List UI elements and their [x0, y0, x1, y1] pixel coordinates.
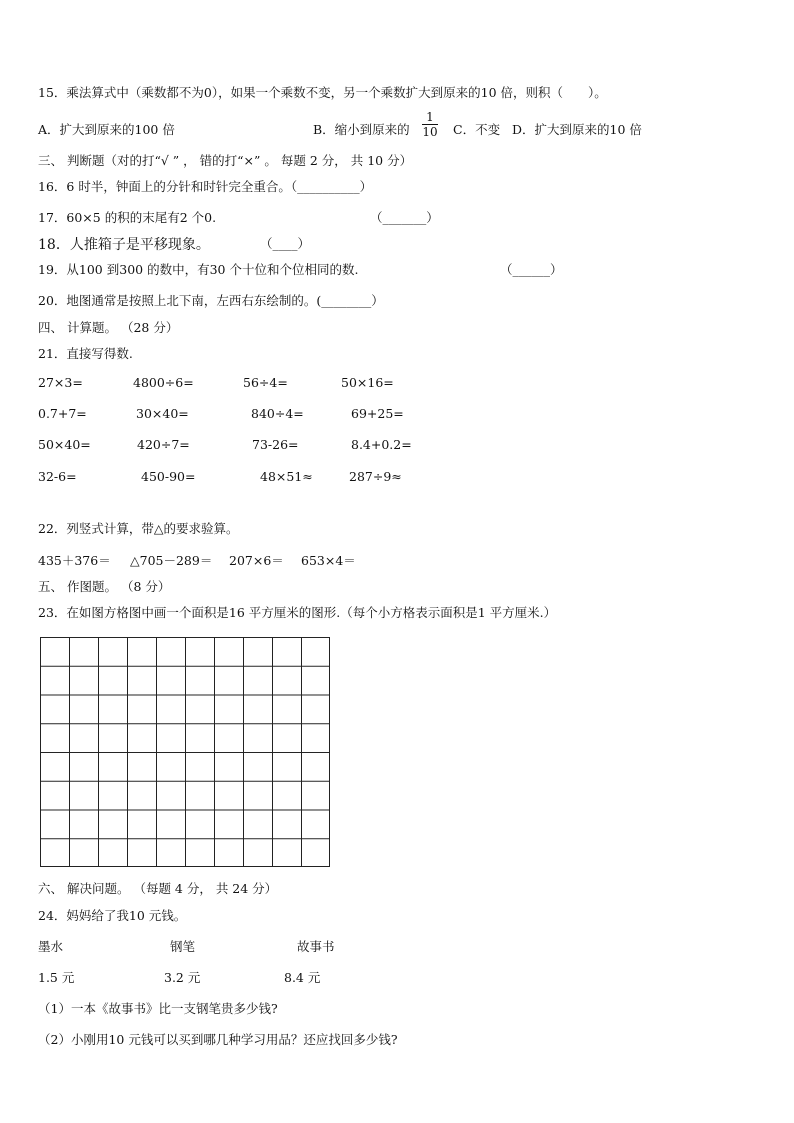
q16: 16．6 时半，钟面上的分针和时针完全重合。（__________）: [38, 179, 373, 194]
q17-text: 17．60×5 的积的末尾有2 个0.: [38, 210, 217, 225]
q22-item: 207×6＝: [229, 553, 284, 568]
calc-item: 0.7+7=: [38, 406, 87, 421]
calc-item: 27×3=: [38, 375, 83, 390]
q21-title: 21．直接写得数.: [38, 346, 133, 361]
section-6-heading: 六、 解决问题。 （每题 4 分， 共 24 分）: [38, 881, 278, 896]
q15-option-b: B．缩小到原来的: [313, 122, 410, 137]
section-3-heading: 三、 判断题（对的打“√ ” ， 错的打“×” 。 每题 2 分， 共 10 分）: [38, 153, 413, 168]
calc-item: 287÷9≈: [349, 469, 402, 484]
q15-option-c: C．不变: [453, 122, 501, 137]
item-name: 墨水: [38, 939, 64, 954]
q24-sub-2: （2）小刚用10 元钱可以买到哪几种学习用品？还应找回多少钱?: [38, 1032, 398, 1047]
calc-item: 50×40=: [38, 437, 91, 452]
calc-item: 4800÷6=: [133, 375, 194, 390]
calc-item: 48×51≈: [260, 469, 313, 484]
calc-item: 56÷4=: [243, 375, 288, 390]
q18-blank: （____）: [260, 236, 311, 251]
fraction-denominator: 10: [422, 125, 438, 139]
q15-stem: 15．乘法算式中（乘数都不为0），如果一个乘数不变，另一个乘数扩大到原来的10 倍，则积（ ）。: [38, 85, 607, 100]
q15-option-d: D．扩大到原来的10 倍: [512, 122, 642, 137]
q22-title: 22．列竖式计算，带△的要求验算。: [38, 521, 239, 536]
calc-item: 420÷7=: [137, 437, 190, 452]
item-price: 3.2 元: [164, 970, 201, 985]
q18-text: 18．人推箱子是平移现象。: [38, 237, 210, 253]
q15-option-a: A．扩大到原来的100 倍: [38, 122, 175, 137]
q22-item: △705－289＝: [130, 553, 213, 568]
item-name: 故事书: [297, 939, 335, 954]
fraction-numerator: 1: [426, 110, 434, 124]
item-price: 8.4 元: [284, 970, 321, 985]
q24-sub-1: （1）一本《故事书》比一支钢笔贵多少钱?: [38, 1001, 278, 1016]
item-name: 钢笔: [170, 939, 196, 954]
q22-item: 435＋376＝: [38, 553, 111, 568]
q24-title: 24．妈妈给了我10 元钱。: [38, 908, 187, 923]
square-grid[interactable]: [40, 637, 330, 867]
q19-text: 19．从100 到300 的数中，有30 个十位和个位相同的数.: [38, 262, 359, 277]
calc-item: 69+25=: [351, 406, 404, 421]
item-price: 1.5 元: [38, 970, 75, 985]
calc-item: 8.4+0.2=: [351, 437, 412, 452]
section-5-heading: 五、 作图题。 （8 分）: [38, 579, 171, 594]
section-4-heading: 四、 计算题。 （28 分）: [38, 320, 179, 335]
q15-fraction: [422, 110, 438, 139]
calc-item: 840÷4=: [251, 406, 304, 421]
calc-item: 32-6=: [38, 469, 77, 484]
q22-item: 653×4＝: [301, 553, 356, 568]
calc-item: 50×16=: [341, 375, 394, 390]
q17-blank: （_______）: [370, 210, 439, 225]
calc-item: 30×40=: [136, 406, 189, 421]
calc-item: 73-26=: [252, 437, 299, 452]
q19-blank: （______）: [500, 262, 563, 277]
q20: 20．地图通常是按照上北下南，左西右东绘制的。(________）: [38, 293, 384, 308]
calc-item: 450-90=: [141, 469, 196, 484]
q23-title: 23．在如图方格图中画一个面积是16 平方厘米的图形.（每个小方格表示面积是1 平方厘米.）: [38, 605, 557, 620]
